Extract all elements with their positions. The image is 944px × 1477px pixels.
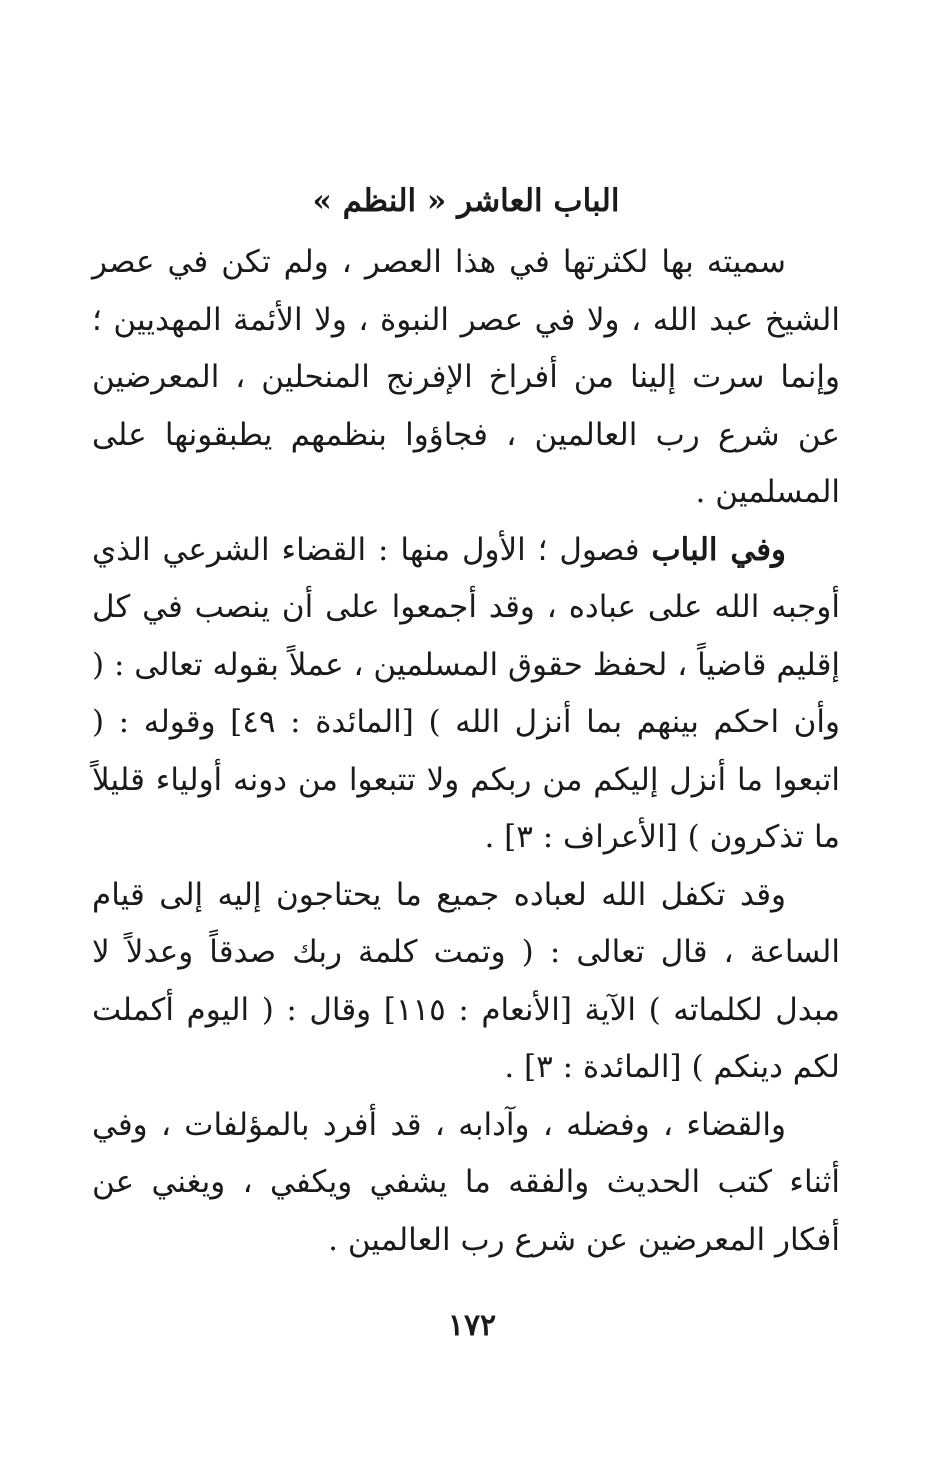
paragraph-lead-bold: وفي الباب <box>651 531 786 568</box>
paragraph-judiciary-text: فصول ؛ الأول منها : القضاء الشرعي الذي أوجبه الله على عباده ، وقد أجمعوا على أن ينصب في كل إقليم قاضياً ، لحفظ حقوق المسلمين ، عملاً بقوله تعالى : ( وأن احكم بينهم بما أنزل الله ) [المائدة : ٤٩] وقوله : ( اتبعوا ما أنزل إليكم من ربكم ولا تتبعوا من دونه أولياء قليلاً ما تذكرون ) [الأعراف : ٣] . <box>92 531 840 855</box>
chapter-title: الباب العاشر « النظم » <box>312 183 620 219</box>
paragraph-sufficiency: وقد تكفل الله لعباده جميع ما يحتاجون إليه إلى قيام الساعة ، قال تعالى : ( وتمت كلمة ربك صدقاً وعدلاً لا مبدل لكلماته ) الآية [الأنعام : ١١٥] وقال : ( اليوم أكملت لكم دينكم ) [المائدة : ٣] . <box>92 876 841 1085</box>
page-number: ١٧٢ <box>447 1308 497 1343</box>
page-body <box>92 176 840 1269</box>
paragraph-judiciary <box>92 522 840 867</box>
paragraph-intro: سميته بها لكثرتها في هذا العصر ، ولم تكن في عصر الشيخ عبد الله ، ولا في عصر النبوة ، ولا الأئمة المهديين ؛ وإنما سرت إلينا من أفراخ الإفرنج المنحلين ، المعرضين عن شرع رب العالمين ، فجاؤوا بنظمهم يطبقونها على المسلمين . <box>92 244 840 510</box>
paragraph-conclusion: والقضاء ، وفضله ، وآدابه ، قد أفرد بالمؤلفات ، وفي أثناء كتب الحديث والفقه ما يشفي ويكفي ، ويغني عن أفكار المعرضين عن شرع رب العالمين . <box>92 1106 840 1258</box>
